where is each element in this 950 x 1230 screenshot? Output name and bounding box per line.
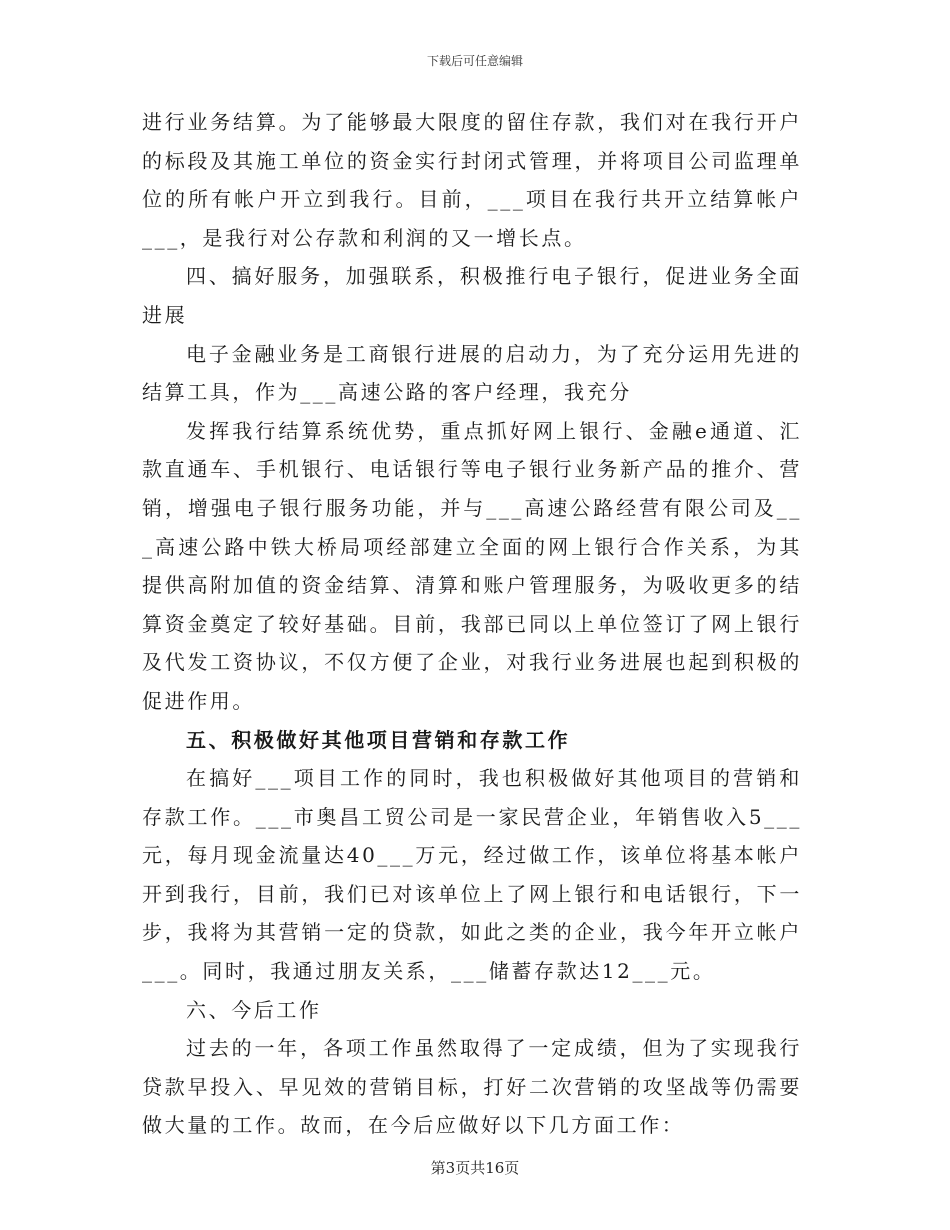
paragraph-settlement: 进行业务结算。为了能够最大限度的留住存款，我们对在我行开户的标段及其施工单位的资金实行封闭式管理，并将项目公司监理单位的所有帐户开立到我行。目前，___项目在我行共开立结算帐户___，是我行对公存款和利润的又一增长点。 — [142, 110, 802, 250]
page-footer: 第3页共16页 — [430, 1159, 520, 1177]
paragraph-other-projects: 在搞好___项目工作的同时，我也积极做好其他项目的营销和存款工作。___市奥昌工贸公司是一家民营企业，年销售收入5___元，每月现金流量达40___万元，经过做工作，该单位将基本帐户开到我行，目前，我们已对该单位上了网上银行和电话银行，下一步，我将为其营销一定的贷款，如此之类的企业，我今年开立帐户___。同时，我通过朋友关系，___储蓄存款达12___元。 — [142, 766, 802, 984]
paragraph-ebanking-detail: 发挥我行结算系统优势，重点抓好网上银行、金融e通道、汇款直通车、手机银行、电话银行等电子银行业务新产品的推介、营销，增强电子银行服务功能，并与___高速公路经营有限公司及___高速公路中铁大桥局项经部建立全面的网上银行合作关系，为其提供高附加值的资金结算、清算和账户管理服务，为吸收更多的结算资金奠定了较好基础。目前，我部已同以上单位签订了网上银行及代发工资协议，不仅方便了企业，对我行业务进展也起到积极的促进作用。 — [142, 418, 802, 713]
document-body — [142, 103, 802, 1145]
page-header: 下载后可任意编辑 — [426, 54, 523, 68]
section-heading-5: 五、积极做好其他项目营销和存款工作 — [186, 727, 571, 752]
paragraph-future-work: 过去的一年，各项工作虽然取得了一定成绩，但为了实现我行贷款早投入、早见效的营销目标，打好二次营销的攻坚战等仍需要做大量的工作。故而，在今后应做好以下几方面工作： — [142, 1036, 802, 1138]
paragraph-ebanking-intro: 电子金融业务是工商银行进展的启动力，为了充分运用先进的结算工具，作为___高速公路的客户经理，我充分 — [142, 341, 802, 405]
section-heading-4: 四、搞好服务，加强联系，积极推行电子银行，促进业务全面进展 — [142, 264, 802, 327]
section-heading-6: 六、今后工作 — [186, 997, 322, 1022]
